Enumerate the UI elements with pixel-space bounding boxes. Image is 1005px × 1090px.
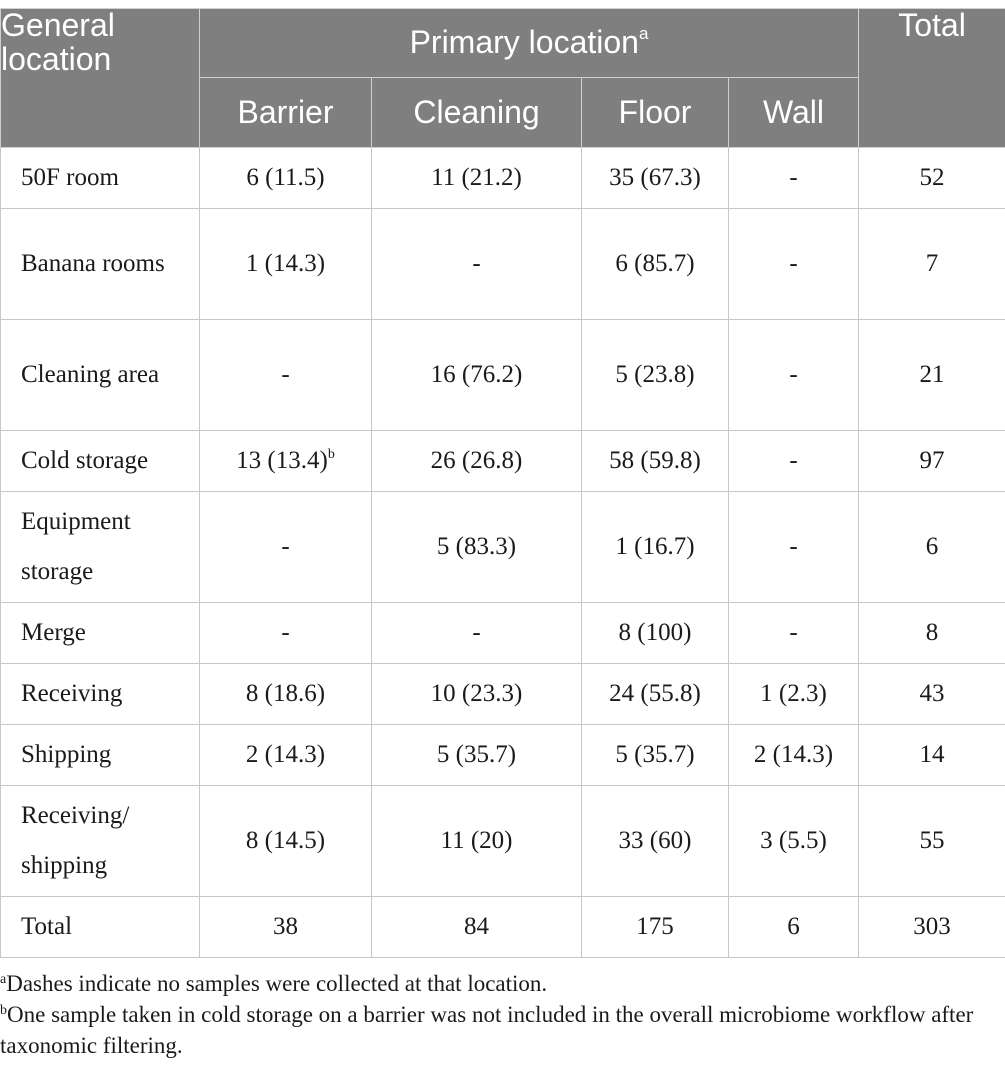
header-floor: Floor (582, 78, 729, 148)
cell-barrier: 8 (14.5) (200, 786, 372, 897)
footnote-mark: a (0, 972, 7, 987)
cell-barrier: 6 (11.5) (200, 148, 372, 209)
row-label: 50F room (1, 148, 200, 209)
cell-total: 43 (859, 664, 1005, 725)
cell-floor: 175 (582, 897, 729, 958)
cell-cleaning: 10 (23.3) (372, 664, 582, 725)
cell-cleaning: - (372, 209, 582, 320)
table-row-total (1, 897, 1005, 958)
header-total: Total (859, 9, 1005, 148)
footnote-mark: b (0, 1003, 7, 1018)
cell-floor: 58 (59.8) (582, 431, 729, 492)
cell-cleaning: 26 (26.8) (372, 431, 582, 492)
row-label: Shipping (1, 725, 200, 786)
location-table (0, 8, 1005, 958)
table-row (1, 431, 1005, 492)
header-primary-location (200, 9, 859, 78)
table-row (1, 492, 1005, 603)
cell-wall: 2 (14.3) (729, 725, 859, 786)
cell-cleaning: 84 (372, 897, 582, 958)
cell-barrier: 2 (14.3) (200, 725, 372, 786)
cell-floor: 8 (100) (582, 603, 729, 664)
header-primary-footnote-mark: a (638, 24, 649, 44)
cell-floor: 33 (60) (582, 786, 729, 897)
cell-floor: 1 (16.7) (582, 492, 729, 603)
table-row (1, 725, 1005, 786)
cell-wall: 3 (5.5) (729, 786, 859, 897)
cell-wall: - (729, 431, 859, 492)
footnote-a: $^a$Dashes indicate no samples were collected at that location. (0, 971, 548, 996)
cell-barrier: 38 (200, 897, 372, 958)
table-row (1, 786, 1005, 897)
cell-barrier: - (200, 603, 372, 664)
table-row (1, 209, 1005, 320)
cell-barrier: - (200, 492, 372, 603)
table-row (1, 664, 1005, 725)
cell-total: 6 (859, 492, 1005, 603)
header-barrier: Barrier (200, 78, 372, 148)
cell-wall: 6 (729, 897, 859, 958)
row-label: Banana rooms (1, 209, 200, 320)
cell-barrier: 1 (14.3) (200, 209, 372, 320)
row-label: Equipment storage (1, 492, 200, 603)
cell-total: 14 (859, 725, 1005, 786)
cell-total: 55 (859, 786, 1005, 897)
cell-wall: - (729, 603, 859, 664)
row-label: Cleaning area (1, 320, 200, 431)
cell-total: 8 (859, 603, 1005, 664)
cell-cleaning: - (372, 603, 582, 664)
table-footnotes (0, 968, 1000, 1061)
cell-cleaning: 5 (83.3) (372, 492, 582, 603)
cell-floor: 6 (85.7) (582, 209, 729, 320)
cell-floor: 5 (35.7) (582, 725, 729, 786)
cell-wall: - (729, 320, 859, 431)
cell-wall: - (729, 209, 859, 320)
cell-wall: - (729, 492, 859, 603)
cell-cleaning: 11 (20) (372, 786, 582, 897)
cell-barrier: 8 (18.6) (200, 664, 372, 725)
cell-cleaning: 5 (35.7) (372, 725, 582, 786)
footnote-b: $^b$One sample taken in cold storage on a barrier was not included in the overall microbiome workflow after taxonomic filtering. (0, 1002, 974, 1058)
table-row (1, 148, 1005, 209)
header-primary-label: Primary location (409, 24, 639, 61)
row-label: Total (1, 897, 200, 958)
header-cleaning: Cleaning (372, 78, 582, 148)
cell-cleaning: 16 (76.2) (372, 320, 582, 431)
row-label: Cold storage (1, 431, 200, 492)
cell-barrier: 13 $(13.4)^b$ (200, 431, 372, 492)
cell-floor: 24 (55.8) (582, 664, 729, 725)
cell-wall: - (729, 148, 859, 209)
header-wall: Wall (729, 78, 859, 148)
row-label: Receiving/ shipping (1, 786, 200, 897)
table-row (1, 603, 1005, 664)
cell-barrier: - (200, 320, 372, 431)
cell-total: 7 (859, 209, 1005, 320)
cell-floor: 35 (67.3) (582, 148, 729, 209)
cell-footnote-mark: b (327, 447, 335, 462)
row-label: Merge (1, 603, 200, 664)
cell-total: 21 (859, 320, 1005, 431)
row-label: Receiving (1, 664, 200, 725)
cell-total: 97 (859, 431, 1005, 492)
cell-cleaning: 11 (21.2) (372, 148, 582, 209)
cell-wall: 1 (2.3) (729, 664, 859, 725)
cell-total: 303 (859, 897, 1005, 958)
table-row (1, 320, 1005, 431)
cell-floor: 5 (23.8) (582, 320, 729, 431)
header-general-location: General location (1, 9, 200, 148)
cell-total: 52 (859, 148, 1005, 209)
